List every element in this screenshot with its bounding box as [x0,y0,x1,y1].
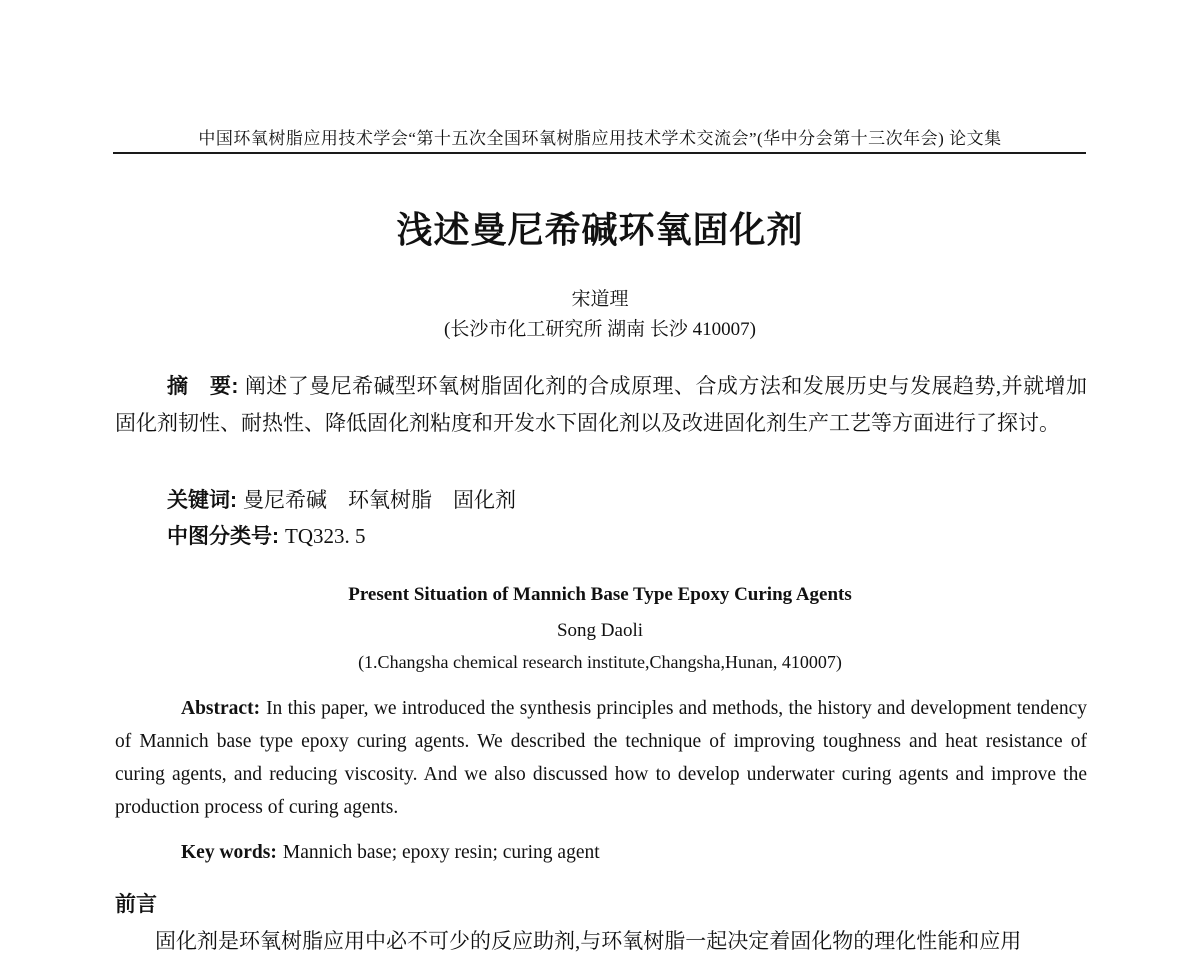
proceedings-header: 中国环氧树脂应用技术学会“第十五次全国环氧树脂应用技术学术交流会”(华中分会第十三次年会) 论文集 [198,129,1002,148]
abstract-zh-label: 摘 要: [167,375,239,398]
keywords-en [115,836,1087,869]
author-name-zh: 宋道理 [571,289,629,310]
affiliation-zh: (长沙市化工研究所 湖南 长沙 410007) [444,319,756,340]
paper-title-zh: 浅述曼尼希碱环氧固化剂 [396,209,804,250]
keywords-zh-text: 曼尼希碱 环氧树脂 固化剂 [243,488,516,512]
clc-label: 中图分类号: [167,525,279,548]
abstract-en [115,692,1087,824]
abstract-en-text: In this paper, we introduced the synthesis principles and methods, the history and development tendency of Mannich base type epoxy curing agents. We described the technique of improving toughness and heat resistance of curing agents, and reducing viscosity. And we also discussed how to develop underwater curing agents and improve the production process of curing agents. [115,698,1087,818]
clc-value: TQ323. 5 [285,524,366,548]
paper-title-en: Present Situation of Mannich Base Type Epoxy Curing Agents [348,584,852,605]
author-name-en: Song Daoli [556,620,644,641]
keywords-en-label: Key words: [181,842,277,863]
keywords-zh [115,482,1087,519]
clc-line [115,518,1087,555]
body-paragraph-first-line: 固化剂是环氧树脂应用中必不可少的反应助剂,与环氧树脂一起决定着固化物的理化性能和应用 [155,929,1022,953]
abstract-zh-text: 阐述了曼尼希碱型环氧树脂固化剂的合成原理、合成方法和发展历史与发展趋势,并就增加固化剂韧性、耐热性、降低固化剂粘度和开发水下固化剂以及改进固化剂生产工艺等方面进行了探讨。 [115,374,1087,435]
abstract-en-label: Abstract: [181,698,261,719]
affiliation-en: (1.Changsha chemical research institute,Changsha,Hunan, 410007) [358,652,842,672]
keywords-zh-label: 关键词: [167,489,237,512]
header-rule [113,152,1086,154]
section-heading-foreword: 前言 [115,893,157,916]
abstract-zh [115,368,1087,442]
keywords-en-text: Mannich base; epoxy resin; curing agent [282,842,600,863]
